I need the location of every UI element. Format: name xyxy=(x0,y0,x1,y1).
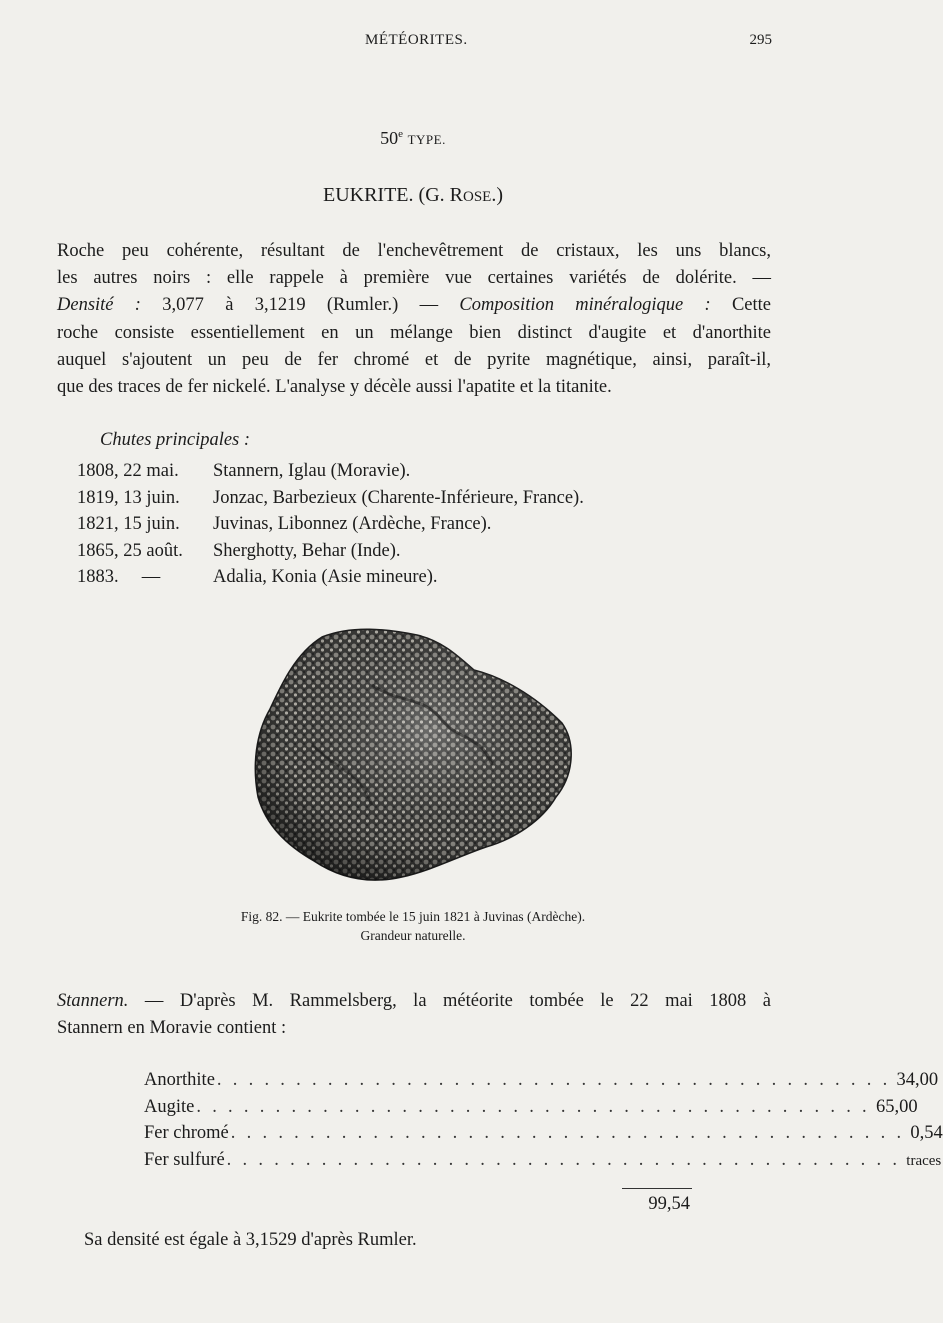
stannern-line: Stannern. — D'après M. Rammelsberg, la météorite tombée le 22 mai 1808 à xyxy=(57,991,771,1011)
intro-line: auquel s'ajoutent un peu de fer chromé et de pyrite magnétique, ainsi, paraît-il, xyxy=(57,349,771,370)
stannern-label: Stannern. xyxy=(57,991,129,1011)
fall-place: Stannern, Iglau (Moravie). xyxy=(213,461,411,481)
fall-item xyxy=(77,538,584,565)
mineral-value: 34,00 xyxy=(896,1070,939,1090)
running-head xyxy=(0,32,800,54)
composition-total: 99,54 xyxy=(648,1194,690,1214)
composition-tail: Cette xyxy=(710,295,771,316)
fall-date: 1865, 25 août. xyxy=(77,540,183,561)
composition-table xyxy=(144,1070,943,1176)
mineral-value: 0,54 xyxy=(910,1123,943,1143)
fall-place: Juvinas, Libonnez (Ardèche, France). xyxy=(213,514,492,534)
type-heading xyxy=(0,128,826,149)
mineral-name: Fer sulfuré xyxy=(144,1149,225,1170)
falls-list xyxy=(77,458,584,591)
section-name: EUKRITE. xyxy=(322,184,414,206)
composition-row xyxy=(144,1123,943,1150)
mineral-name: Anorthite xyxy=(144,1070,215,1090)
fall-date: 1819, 13 juin. xyxy=(77,487,180,508)
fall-place: Sherghotty, Behar (Inde). xyxy=(213,540,401,561)
leader-dots: . . . . . . . . . . . . . . . . . . . . . . . . . . . . . . . . . . . . . . . . . . . xyxy=(230,1123,905,1143)
falls-heading: Chutes principales : xyxy=(100,430,251,450)
fall-date: 1821, 15 juin. xyxy=(77,514,180,534)
fall-place: Jonzac, Barbezieux (Charente-Inférieure, France). xyxy=(213,487,584,508)
leader-dots: . . . . . . . . . . . . . . . . . . . . . . . . . . . . . . . . . . . . . . . . . . . xyxy=(196,1096,870,1117)
intro-line: que des traces de fer nickelé. L'analyse y décèle aussi l'apatite et la titanite. xyxy=(57,377,612,398)
intro-line-density xyxy=(57,292,771,319)
stannern-paragraph xyxy=(57,988,771,1042)
section-title xyxy=(0,184,826,207)
mineral-name: Augite xyxy=(144,1096,195,1117)
page-number: 295 xyxy=(749,32,772,48)
fall-item xyxy=(77,485,584,512)
composition-row xyxy=(144,1096,918,1124)
intro-paragraph xyxy=(57,238,771,401)
intro-line: les autres noirs : elle rappele à première vue certaines variétés de dolérite. — xyxy=(57,268,771,289)
type-label: TYPE. xyxy=(407,132,446,147)
intro-line: Roche peu cohérente, résultant de l'enchevêtrement de cristaux, les uns blancs, xyxy=(57,241,771,261)
density-value: 3,077 à 3,1219 (Rumler.) — xyxy=(140,295,460,316)
leader-dots: . . . . . . . . . . . . . . . . . . . . . . . . . . . . . . . . . . . . . . . . . . . xyxy=(226,1149,901,1170)
fall-item xyxy=(77,564,584,591)
caption-line: Fig. 82. — Eukrite tombée le 15 juin 1821 à Juvinas (Ardèche). xyxy=(240,909,586,924)
fall-date: 1808, 22 mai. xyxy=(77,461,179,481)
fall-date: 1883. — xyxy=(77,567,161,587)
leader-dots: . . . . . . . . . . . . . . . . . . . . . . . . . . . . . . . . . . . . . . . . . . . xyxy=(216,1070,891,1090)
stannern-line: Stannern en Moravie contient : xyxy=(57,1018,287,1039)
composition-label: Composition minéralogique : xyxy=(459,295,711,316)
figure-caption xyxy=(0,907,826,945)
section-author: (G. ROSE.) xyxy=(418,184,503,206)
density-label: Densité : xyxy=(57,295,141,316)
intro-line: roche consiste essentiellement en un mélange bien distinct d'augite et d'anorthite xyxy=(57,322,771,343)
fall-item xyxy=(77,511,584,538)
type-superscript: e xyxy=(398,128,404,140)
meteorite-illustration xyxy=(252,625,576,887)
fall-item xyxy=(77,458,584,485)
running-title: MÉTÉORITES. xyxy=(365,32,468,48)
total-rule xyxy=(622,1188,692,1189)
type-number: 50 xyxy=(380,128,399,148)
mineral-value: 65,00 xyxy=(875,1096,918,1117)
density-note: Sa densité est égale à 3,1529 d'après Rumler. xyxy=(84,1230,417,1250)
composition-row xyxy=(144,1070,939,1097)
composition-row xyxy=(144,1149,942,1177)
fall-place: Adalia, Konia (Asie mineure). xyxy=(213,567,438,587)
mineral-value: traces xyxy=(906,1152,942,1169)
mineral-name: Fer chromé xyxy=(144,1123,229,1143)
caption-line: Grandeur naturelle. xyxy=(360,928,466,943)
